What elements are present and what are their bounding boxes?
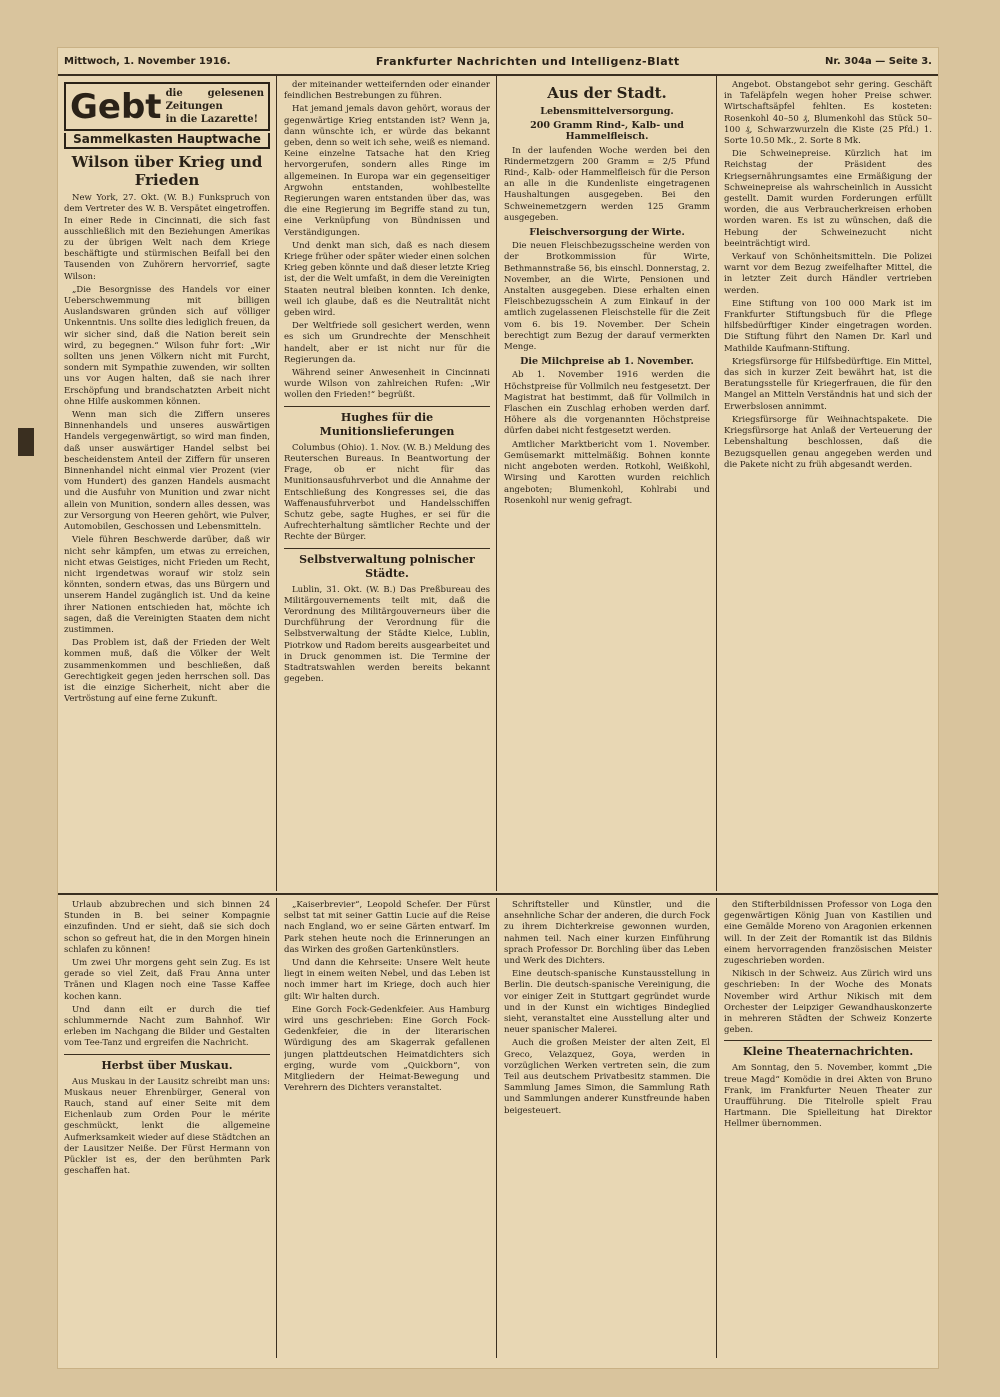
article-paragraph: Amtlicher Marktbericht vom 1. November. Gemüsemarkt mittelmäßig. Bohnen konnte nicht angeboten werden. Rotkohl, Weißkohl, Wirsing und Karotten wurden reichlich angeboten; Blumenkohl, Kohlrabi und Rosenkohl nur wenig gefragt. (504, 439, 710, 506)
feuilleton-column-4 (724, 900, 932, 1358)
article-separator (64, 1054, 270, 1055)
newspaper-page (58, 48, 938, 1368)
section-divider (58, 893, 938, 895)
article-headline: Wilson über Krieg und Frieden (71, 153, 263, 190)
article-separator (284, 406, 490, 407)
masthead-title: Frankfurter Nachrichten und Intelligenz-Blatt (375, 54, 680, 68)
masthead (58, 48, 938, 76)
article-paragraph: Und denkt man sich, daß es nach diesem Kriege früher oder später wieder einen solchen Krieg geben könnte und daß dieser letzte Krieg ist, der die Welt umfaßt, in dem die Vereinigten Staaten neutral bleiben konnten. Ich denke, weil ich glaube, daß es die Neutralität nicht geben wird. (284, 240, 490, 319)
article-paragraph: Wenn man sich die Ziffern unseres Binnenhandels und unseres auswärtigen Handels vergegenwärtigt, so wird man finden, daß unser auswärtiger Handel selbst bei bescheidenstem Anteil der Ziffern für unseren Binnenhandel nicht einmal vier Prozent (vier vom Hundert) des ganzen Handels ausmacht und die Ausfuhr von Munition und zwar nicht allein von Munition, sondern alles dessen, was zur Versorgung von Heeren gehört, wie Pulver, Automobilen, Geschossen und Lebensmitteln. (64, 410, 270, 533)
ad-big-word: Gebt (70, 86, 162, 127)
masthead-page-number: Nr. 304a — Seite 3. (825, 55, 932, 67)
article-paragraph: Und dann eilt er durch die tief schlummernde Nacht zum Bahnhof. Wir erleben im Nachgang die Bilder und Gestalten vom Tee-Tanz und ergreifen die Nachricht. (64, 1004, 270, 1049)
article-paragraph: Ab 1. November 1916 werden die Höchstpreise für Vollmilch neu festgesetzt. Der Magistrat hat bestimmt, daß für Vollmilch in Flaschen ein Zuschlag erhoben werden darf. Höhere als die vorgenannten Höchstpreise dürfen dabei nicht festgesetzt werden. (504, 370, 710, 437)
article-separator (284, 548, 490, 549)
column-rule (716, 76, 717, 891)
article-paragraph: Kriegsfürsorge für Hilfsbedürftige. Ein Mittel, das sich in kurzer Zeit bewährt hat, ist die Beratungsstelle für Kriegerfrauen, die für den Mangel an Mitteln Verständnis hat und sich der Erwerbslosen annimmt. (724, 356, 932, 412)
article-paragraph: Verkauf von Schönheitsmitteln. Die Polizei warnt vor dem Bezug zweifelhafter Mittel, die in letzter Zeit durch Händler vertrieben werden. (724, 252, 932, 296)
article-paragraph: „Kaiserbrevier“, Leopold Scheſer. Der Fürst selbst tat mit seiner Gattin Lucie auf die Reise nach England, wo er seine Gärten entwarf. Im Park stehen heute noch die Erinnerungen an das Wirken des großen Gartenkünstlers. (284, 900, 490, 955)
section-headline: Aus der Stadt. (547, 84, 667, 102)
article-paragraph: Während seiner Anwesenheit in Cincinnati wurde Wilson von zahlreichen Rufen: „Wir wollen den Frieden!“ begrüßt. (284, 368, 490, 401)
article-paragraph: New York, 27. Okt. (W. B.) Funkspruch von dem Vertreter des W. B. Verspätet eingetroffen. In einer Rede in Cincinnati, die sich fast ausschließlich mit den Beziehungen Amerikas zu der übrigen Welt nach dem Kriege beschäftigte und stürmischen Beifall bei den Tausenden von Zuhörern hervorrief, sagte Wilson: (64, 193, 270, 282)
article-headline: Selbstverwaltung polnischer Städte. (299, 552, 475, 580)
column-rule (276, 76, 277, 891)
article-headline: Herbst über Muskau. (101, 1058, 233, 1072)
article-paragraph: Aus Muskau in der Lausitz schreibt man uns: Muskaus neuer Ehrenbürger, General von Rauch, stand auf einer Seite mit dem Eichenlaub zum Orden Pour le mérite geschmückt, lenkt die allgemeine Aufmerksamkeit wieder auf diese Städtchen an der Lausitzer Neiße. Der Fürst Hermann von Pückler ist es, der den berühmten Park geschaffen hat. (64, 1076, 270, 1177)
article-paragraph: der miteinander wetteifernden oder einander feindlichen Bestrebungen zu führen. (284, 80, 490, 102)
article-headline: Kleine Theaternachrichten. (742, 1045, 914, 1059)
feuilleton-column-2 (284, 900, 490, 1358)
ad-line: die gelesenen Zeitungen (165, 88, 264, 112)
article-paragraph: Kriegsfürsorge für Weihnachtspakete. Die Kriegsfürsorge hat Anlaß der Verteuerung der Lebenshaltung beschlossen, daß die Bezugsquellen genau angegeben werden und die Pakete nicht zu früh abgesandt werden. (724, 414, 932, 470)
article-headline: Hughes für die Munitionslieferungen (319, 410, 455, 438)
binding-mark (18, 428, 34, 456)
article-paragraph: Schriftsteller und Künstler, und die ansehnliche Schar der anderen, die durch Fock zu ihrem Dichterkreise gewonnen wurden, nahmen teil. Nach einer kurzen Einführung sprach Professor Dr. Borchling über das Leben und Werk des Dichters. (504, 900, 710, 967)
article-paragraph: Nikisch in der Schweiz. Aus Zürich wird uns geschrieben: In der Woche des Monats November wird Arthur Nikisch mit dem Orchester der Leipziger Gewandhauskonzerte in mehreren Städten der Schweiz Konzerte geben. (724, 969, 932, 1036)
article-paragraph: Eine deutsch-spanische Kunstausstellung in Berlin. Die deutsch-spanische Vereinigung, die vor einiger Zeit in Stuttgart gegründet wurde und in der Kunst ein wichtiges Bindeglied sieht, veranstaltet eine Ausstellung alter und neuer spanischer Malerei. (504, 969, 710, 1036)
ad-line: in die Lazarette! (165, 114, 259, 125)
article-paragraph: Urlaub abzubrechen und sich binnen 24 Stunden in B. bei seiner Kompagnie einzufinden. Und er sieht, daß sie sich doch schon so gefreut hat, die in den Morgen hinein schlafen zu können! (64, 900, 270, 955)
column-4 (724, 80, 932, 888)
column-2 (284, 80, 490, 888)
feuilleton-column-1 (64, 900, 270, 1358)
article-paragraph: Und dann die Kehrseite: Unsere Welt heute liegt in einem weiten Nebel, und das Leben ist noch immer hart im Kriege, doch auch hier gilt: Wir halten durch. (284, 958, 490, 1002)
article-paragraph: den Stifterbildnissen Professor von Loga den gegenwärtigen König Juan von Kastilien und eine Gemälde Moreno von Aragonien erkennen will. In der Zeit der Romantik ist das Bildnis einem hervorragenden französischen Meister zugeschrieben worden. (724, 900, 932, 967)
masthead-date: Mittwoch, 1. November 1916. (64, 55, 231, 67)
article-paragraph: Columbus (Ohio). 1. Nov. (W. B.) Meldung des Reuterschen Bureaus. In Beantwortung der Frage, ob er nicht für das Munitionsausfuhrverbot und die Annahme der Entschließung des Kongresses sei, die das Waffenausfuhrverbot und Handelsschiffen Schutz gebe, sagte Hughes, er sei für die Aufrechterhaltung sämtlicher Rechte und der Rechte der Bürger. (284, 442, 490, 543)
article-paragraph: Um zwei Uhr morgens geht sein Zug. Es ist gerade so viel Zeit, daß Frau Anna unter Tränen und Klagen noch eine Tasse Kaffee kochen kann. (64, 958, 270, 1002)
article-paragraph: Das Problem ist, daß der Frieden der Welt kommen muß, daß die Völker der Welt zusammenkommen und beschließen, daß Gerechtigkeit gegen jeden herrschen soll. Das ist die einzige Sicherheit, nicht aber die Vertröstung auf eine ferne Zukunft. (64, 638, 270, 705)
article-paragraph: Eine Stiftung von 100 000 Mark ist im Frankfurter Stiftungsbuch für die Pflege hilfsbedürftiger Kinder eingetragen worden. Die Stiftung führt den Namen Dr. Karl und Mathilde Kaufmann-Stiftung. (724, 298, 932, 354)
lazarett-ad (64, 82, 270, 131)
sub-headline: 200 Gramm Rind-, Kalb- und Hammelfleisch. (530, 120, 684, 143)
column-rule (496, 76, 497, 891)
article-paragraph: Auch die großen Meister der alten Zeit, El Greco, Velazquez, Goya, werden in vorzüglichen Werken vertreten sein, die zum Teil aus deutschem Privatbesitz stammen. Die Sammlung James Simon, die Sammlung Rath und Sammlungen anderer Kunstfreunde haben beigesteuert. (504, 1038, 710, 1116)
column-rule (496, 898, 497, 1358)
article-paragraph: Eine Gorch Fock-Gedenkfeier. Aus Hamburg wird uns geschrieben: Eine Gorch Fock-Gedenkfeier, die in der literarischen Würdigung des am Skagerrak gefallenen jungen plattdeutschen Heimatdichters sich erging, wurde vom „Quickborn“, von Mitgliedern der Heimat-Bewegung und Verehrern des Dichters veranstaltet. (284, 1004, 490, 1094)
sub-headline: Die Milchpreise ab 1. November. (520, 356, 694, 368)
column-3 (504, 80, 710, 888)
feuilleton-column-3 (504, 900, 710, 1358)
article-separator (724, 1040, 932, 1041)
article-paragraph: Viele führen Beschwerde darüber, daß wir nicht sehr kämpfen, um etwas zu erreichen, nicht etwas Geistiges, nicht Frieden um Recht, nicht irgendetwas worauf wir stolz sein könnten, sondern etwas, das uns Bürgern und unserem Handel zugänglich ist. Und da keine ihrer Nationen entschieden hat, möchte ich sagen, daß die Vereinigten Staaten dem nicht zustimmen. (64, 535, 270, 635)
article-paragraph: Lublin, 31. Okt. (W. B.) Das Preßbureau des Militärgouvernements teilt mit, daß die Verordnung des Militärgouverneurs über die Durchführung der Verordnung für die Selbstverwaltung der Städte Kielce, Lublin, Piotrkow und Radom bereits ausgearbeitet und in Druck genommen ist. Die Termine der Stadtratswahlen werden bereits bekannt gegeben. (284, 584, 490, 685)
article-paragraph: Der Weltfriede soll gesichert werden, wenn es sich um Grundrechte der Menschheit handelt, aber er ist nicht nur für die Regierungen da. (284, 321, 490, 365)
article-paragraph: „Die Besorgnisse des Handels vor einer Ueberschwemmung mit billigen Auslandswaren gründen sich auf völliger Unkenntnis. Uns sollte dies lediglich freuen, da wir sicher sind, daß die Nation bereit sein wird, zu begegnen.“ Wilson fuhr fort: „Wir sollten uns jenen Völkern nicht mit Furcht, sondern mit Sympathie zuwenden, wir sollten uns vor Augen halten, daß sie nach ihrer Erschöpfung und brandschatzten Arbeit nicht ohne Hilfe auskommen können. (64, 284, 270, 407)
article-paragraph: Die Schweinepreise. Kürzlich hat im Reichstag der Präsident des Kriegsernährungsamtes eine Ermäßigung der Schweinepreise als wahrscheinlich in Aussicht gestellt. Damit wurden Forderungen erfüllt worden, die aus Verbraucherkreisen erhoben worden waren. Es ist zu wünschen, daß die Hebung der Schweinezucht nicht beeinträchtigt wird. (724, 149, 932, 249)
sub-headline: Fleischversorgung der Wirte. (529, 227, 685, 239)
column-rule (276, 898, 277, 1358)
column-1 (64, 80, 270, 888)
article-paragraph: Am Sonntag, den 5. November, kommt „Die treue Magd“ Komödie in drei Akten von Bruno Frank, im Frankfurter Neuen Theater zur Uraufführung. Die Titelrolle spielt Frau Hartmann. Die Spielleitung hat Direktor Hellmer übernommen. (724, 1063, 932, 1130)
article-paragraph: In der laufenden Woche werden bei den Rindermetzgern 200 Gramm = 2/5 Pfund Rind-, Kalb- oder Hammelfleisch für die Person an alle in die Kundenliste eingetragenen Haushaltungen ausgegeben. Bei den Schweinemetzgern werden 125 Gramm ausgegeben. (504, 145, 710, 223)
article-paragraph: Hat jemand jemals davon gehört, woraus der gegenwärtige Krieg entstanden ist? Wenn ja, dann wünschte ich, er würde das bekannt geben, denn so weit ich sehe, weiß es niemand. Keine einzelne Tatsache hat den Krieg hervorgerufen, sondern alles Ringe im allgemeinen. In Europa war ein gegenseitiger Argwohn entstanden, wohlbestellte Regierungen waren entstanden über das, was die eine Regierung im Begriffe stand zu tun, eine Verknüpfung von Bündnissen und Verständigungen. (284, 104, 490, 238)
column-rule (716, 898, 717, 1358)
article-paragraph: Angebot. Obstangebot sehr gering. Geschäft in Tafeläpfeln wegen hoher Preise schwer. Wirtschaftsäpfel fehlten. Es kosteten: Rosenkohl 40–50 ₰, Blumenkohl das Stück 50–100 ₰, Schwarzwurzeln die Kiste (25 Pfd.) 1. Sorte 10.50 Mk., 2. Sorte 8 Mk. (724, 80, 932, 147)
article-paragraph: Die neuen Fleischbezugsscheine werden von der Brotkommission für Wirte, Bethmannstraße 56, bis einschl. Donnerstag, 2. November, an die Wirte, Pensionen und Anstalten ausgegeben. Diese erhalten einen Fleischbezugsschein A zum Einkauf in der amtlich zugelassenen Fleischstelle für die Zeit vom 6. bis 19. November. Der Schein berechtigt zum Bezug der darauf vermerkten Menge. (504, 241, 710, 353)
ad-bottom-line: Sammelkasten Hauptwache (64, 133, 270, 149)
sub-headline: Lebensmittelversorgung. (540, 106, 674, 117)
